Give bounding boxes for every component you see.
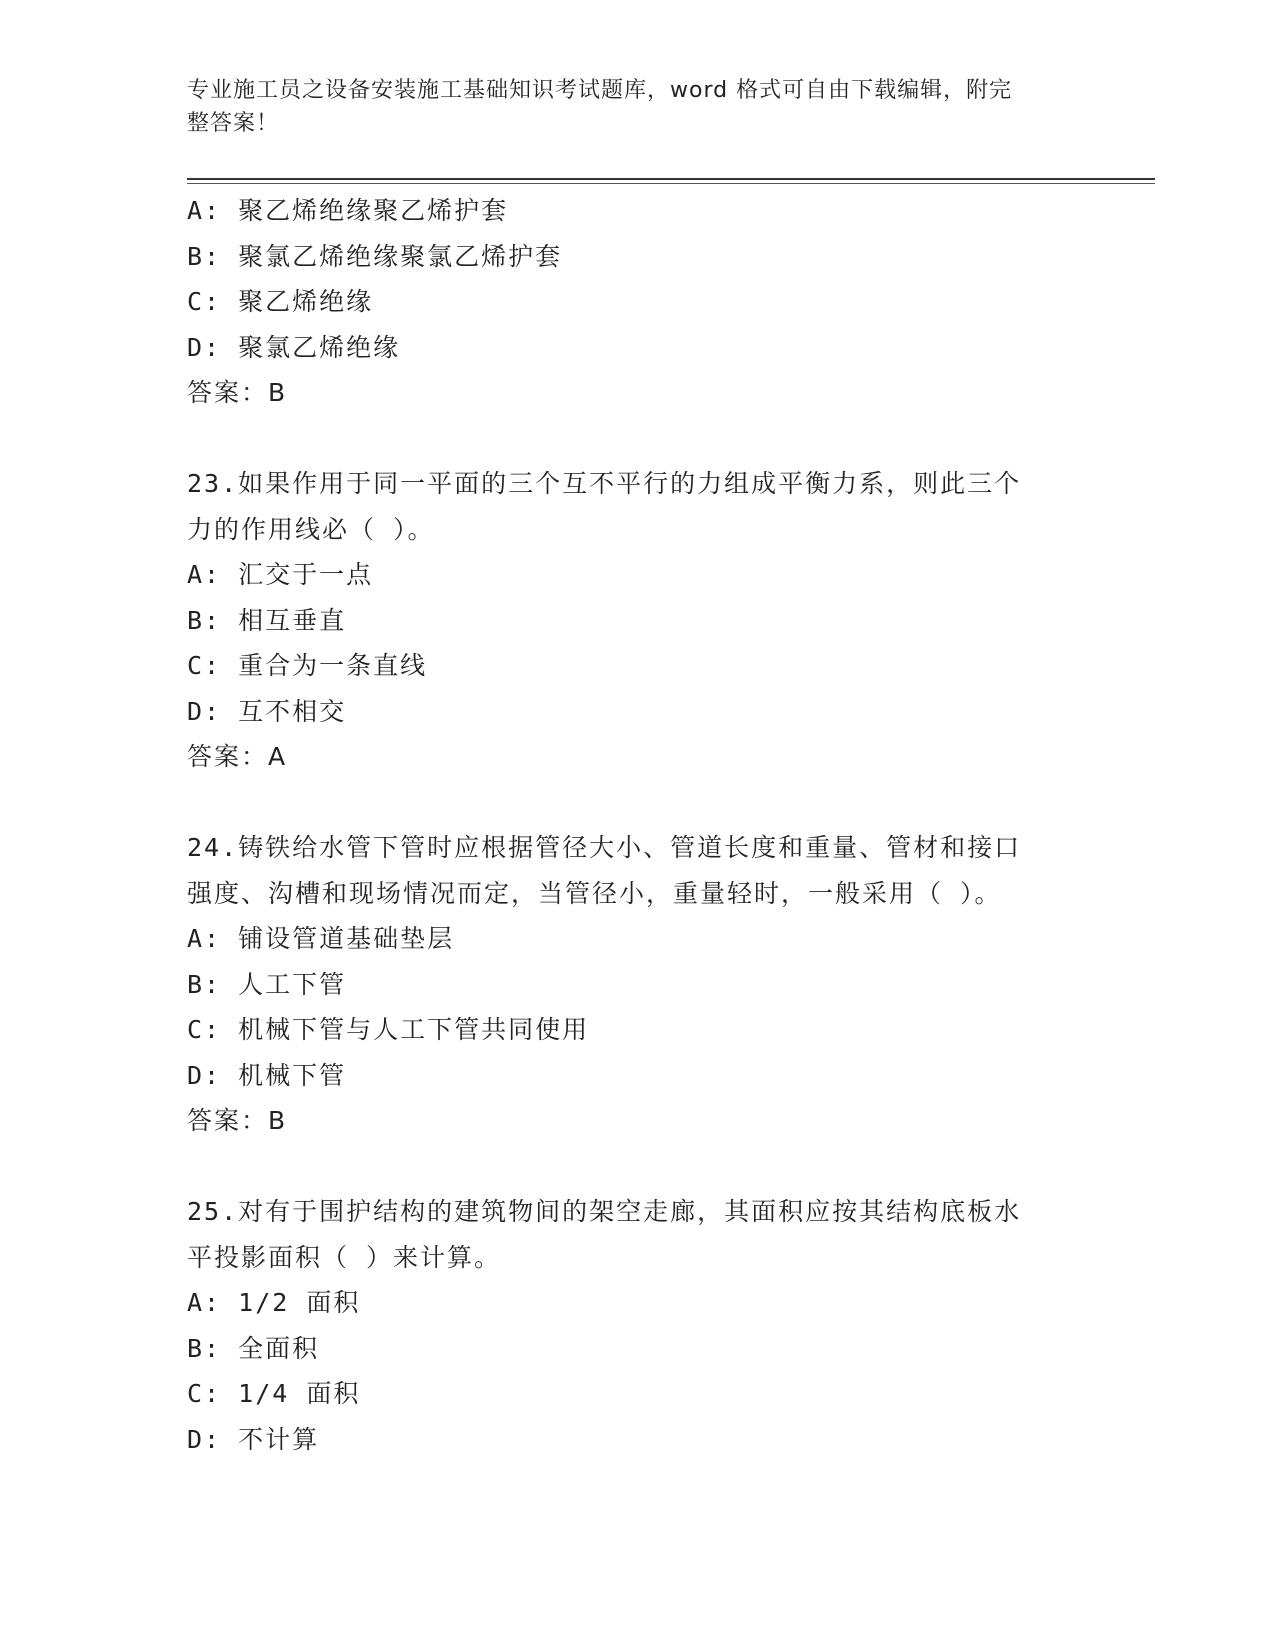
option-c: C: 聚乙烯绝缘 — [187, 287, 374, 316]
option-a: A: 铺设管道基础垫层 — [187, 924, 455, 953]
answer-line: 答案：B — [187, 378, 288, 407]
question-list — [187, 188, 1117, 1462]
option-c: C: 机械下管与人工下管共同使用 — [187, 1015, 590, 1044]
question-22-continued — [187, 188, 1117, 416]
question-stem: 24.铸铁给水管下管时应根据管径大小、管道长度和重量、管材和接口 — [187, 833, 1022, 862]
header-rule-thin — [187, 183, 1155, 184]
question-stem: 强度、沟槽和现场情况而定，当管径小，重量轻时，一般采用（ ）。 — [187, 878, 1002, 908]
option-d: D: 不计算 — [187, 1424, 320, 1454]
question-stem: 平投影面积（ ）来计算。 — [187, 1242, 502, 1272]
document-header — [187, 74, 1087, 140]
option-a: A: 聚乙烯绝缘聚乙烯护套 — [187, 196, 509, 225]
question-stem: 25.对有于围护结构的建筑物间的架空走廊，其面积应按其结构底板水 — [187, 1197, 1022, 1226]
header-line-2: 整答案！ — [187, 111, 280, 136]
option-d: D: 机械下管 — [187, 1060, 347, 1090]
option-c: C: 1/4 面积 — [187, 1379, 361, 1408]
option-d: D: 聚氯乙烯绝缘 — [187, 332, 401, 362]
answer-line: 答案：A — [187, 742, 288, 771]
option-a: A: 1/2 面积 — [187, 1288, 361, 1317]
option-d: D: 互不相交 — [187, 696, 347, 726]
question-25 — [187, 1189, 1117, 1462]
option-a: A: 汇交于一点 — [187, 560, 374, 589]
option-b: B: 人工下管 — [187, 969, 347, 999]
header-line-1: 专业施工员之设备安装施工基础知识考试题库，word 格式可自由下载编辑，附完 — [187, 78, 1013, 103]
question-stem: 23.如果作用于同一平面的三个互不平行的力组成平衡力系，则此三个 — [187, 469, 1022, 498]
question-stem: 力的作用线必（ ）。 — [187, 514, 435, 544]
option-b: B: 全面积 — [187, 1333, 320, 1363]
option-b: B: 相互垂直 — [187, 605, 347, 635]
question-24 — [187, 825, 1117, 1144]
option-c: C: 重合为一条直线 — [187, 651, 428, 680]
option-b: B: 聚氯乙烯绝缘聚氯乙烯护套 — [187, 241, 563, 271]
answer-line: 答案：B — [187, 1106, 288, 1135]
header-rule-thick — [187, 178, 1155, 180]
question-23 — [187, 461, 1117, 780]
